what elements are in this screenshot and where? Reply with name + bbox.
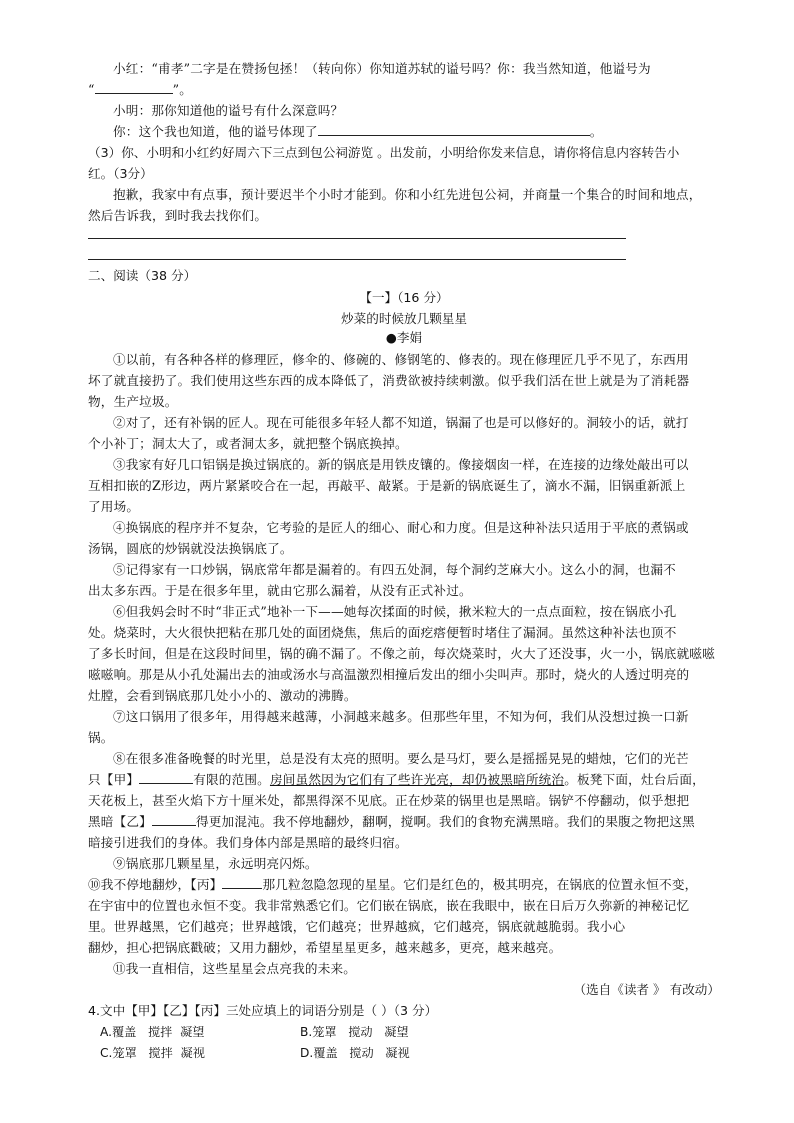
p10-line2: 在宇宙中的位置也永恒不变。我非常熟悉它们。它们嵌在锅底，嵌在我眼中，嵌在日后万久弥新的神秘记忆 xyxy=(88,898,690,913)
q3-message-line2: 然后告诉我，到时我去找你们。 xyxy=(88,208,268,223)
answer-blank-meaning[interactable] xyxy=(318,121,590,136)
open-quote: “ xyxy=(88,82,95,97)
p11: ⑪我一直相信，这些星星会点亮我的未来。 xyxy=(113,961,357,976)
answer-blank-posthumous-title[interactable] xyxy=(95,79,173,94)
close-quote: ”。 xyxy=(172,82,193,97)
answer-line-1[interactable] xyxy=(88,238,626,239)
passage-line: ③我家有好几口铝锅是换过锅底的。新的锅底是用铁皮镶的。像接烟囱一样，在连接的边缘处敲出可以 xyxy=(113,457,689,472)
passage-line: 了用场。 xyxy=(88,499,140,514)
reading-author: ●李娟 xyxy=(385,330,423,345)
passage-line: ⑤记得家有一口炒锅，锅底常年都是漏着的。有四五处洞，每个洞约芝麻大小。这么小的洞，也漏不 xyxy=(113,562,676,577)
p8-underlined-sentence: 房间虽然因为它们有了些许光亮，却仍被黑暗所统治 xyxy=(269,772,565,787)
passage-line: ①以前，有各种各样的修理匠，修伞的、修碗的、修钢笔的、修表的。现在修理匠几乎不见了，东西用 xyxy=(113,352,689,367)
p10-line1-suffix: 那几粒忽隐忽现的星星。它们是红色的，极其明亮，在锅底的位置永恒不变， xyxy=(262,877,698,892)
passage-line: ④换锅底的程序并不复杂，它考验的是匠人的细心、耐心和力度。但是这种补法只适用于平底的煮锅或 xyxy=(113,520,689,535)
p8-line5: 暗接引进我们的身体。我们身体内部是黑暗的最终归宿。 xyxy=(88,835,408,850)
reading-title: 炒菜的时候放几颗星星 xyxy=(341,311,467,326)
p8-blank-label-jia: 只【甲】 xyxy=(88,772,140,787)
p10-line4: 翻炒，担心把锅底戳破；又用力翻炒，希望星星更多，越来越多，更亮，越来越亮。 xyxy=(88,940,562,955)
passage-line: ⑦这口锅用了很多年，用得越来越薄，小洞越来越多。但那些年里，不知为何，我们从没想过换一口新 xyxy=(113,709,689,724)
fill-blank-yi[interactable] xyxy=(152,811,196,826)
option-b[interactable]: B.笼罩 搅动 凝望 xyxy=(300,1025,409,1039)
option-d[interactable]: D.覆盖 搅动 凝视 xyxy=(300,1046,410,1060)
passage-line: 物，生产垃圾。 xyxy=(88,394,178,409)
q3-message-line1: 抱歉，我家中有点事，预计要迟半个小时才能到。你和小红先进包公祠，并商量一个集合的时间和地点， xyxy=(113,187,702,202)
passage-line: 个小补丁；洞太大了，或者洞太多，就把整个锅底换掉。 xyxy=(88,436,408,451)
p10-line3: 里。世界越黑，它们越亮；世界越饿，它们越亮；世界越疯，它们越亮，锅底就越脆弱。我小心 xyxy=(88,919,626,934)
dialogue-you-line xyxy=(88,121,720,142)
passage-line: 互相扣嵌的Z形边，两片紧紧咬合在一起，再敲平、敲紧。于是新的锅底诞生了，滴水不漏，旧锅重新派上 xyxy=(88,478,686,493)
passage-line: ⑥但我妈会时不时“非正式”地补一下——她每次揉面的时候，揪米粒大的一点点面粒，按在锅底小孔 xyxy=(113,604,677,619)
you-line-prefix: 你：这个我也知道，他的谥号体现了 xyxy=(113,124,318,139)
section-heading: 二、阅读（38 分） xyxy=(88,268,197,283)
passage-line: ②对了，还有补锅的匠人。现在可能很多年轻人都不知道，锅漏了也是可以修好的。洞较小的话，就打 xyxy=(113,415,689,430)
part-label: 【一】（16 分） xyxy=(359,290,449,305)
p10-blank-label-bing: ⑩我不停地翻炒，【丙】 xyxy=(88,877,223,892)
source-note: （选自《读者 》 有改动） xyxy=(573,982,720,997)
passage-line: 汤锅，圆底的炒锅就没法换锅底了。 xyxy=(88,541,293,556)
fill-blank-jia[interactable] xyxy=(139,769,193,784)
p8-line4-suffix: 得更加混沌。我不停地翻炒，翻啊，搅啊。我们的食物充满黑暗。我们的果腹之物把这黑 xyxy=(195,814,695,829)
p9: ⑨锅底那几颗星星，永远明亮闪烁。 xyxy=(113,856,318,871)
dialogue-xiaoming-line: 小明：那你知道他的谥号有什么深意吗？ xyxy=(113,103,344,118)
p8-line3: 天花板上，甚至火焰下方十厘米处，都黑得深不见底。正在炒菜的锅里也是黑暗。锅铲不停翻动，似乎想把 xyxy=(88,793,690,808)
passage-line: 坏了就直接扔了。我们使用这些东西的成本降低了，消费欲被持续刺激。似乎我们活在世上就是为了消耗器 xyxy=(88,373,690,388)
p8-line2-tail: 。板凳下面，灶台后面， xyxy=(564,772,705,787)
q3-prompt-line2: 红。（3分） xyxy=(88,166,153,181)
passage-line: 嗞嗞响。那是从小孔处漏出去的油或汤水与高温激烈相撞后发出的细小尖叫声。那时，烧火的人透过明亮的 xyxy=(88,667,690,682)
fill-blank-bing[interactable] xyxy=(222,874,262,889)
p8-line2 xyxy=(88,769,720,790)
p8-blank-label-yi: 黑暗【乙】 xyxy=(88,814,152,829)
p8-line4 xyxy=(88,811,720,832)
passage-line: 了多长时间，但是在这段时间里，锅的确不漏了。不像之前，每次烧菜时，火大了还没事，火一小，锅底就嗞嗞 xyxy=(88,646,715,661)
passage-line: 处。烧菜时，大火很快把粘在那几处的面团烧焦，焦后的面疙瘩便暂时堵住了漏洞。虽然这种补法也顶不 xyxy=(88,625,677,640)
passage-line: 出太多东西。于是在很多年里，就由它那么漏着，从没有正式补过。 xyxy=(88,583,472,598)
question4-stem: 4.文中【甲】【乙】【丙】三处应填上的词语分别是（ ）（3 分） xyxy=(88,1003,438,1018)
passage-line: 锅。 xyxy=(88,730,114,745)
passage-line: 灶膛，会看到锅底那几处小小的、激动的沸腾。 xyxy=(88,688,357,703)
dialogue-xiaohong-line1: 小红：“甫孝”二字是在赞扬包拯！（转向你）你知道苏轼的谥号吗？你：我当然知道，他谥号为 xyxy=(113,61,651,76)
option-a[interactable]: A.覆盖 搅拌 凝望 xyxy=(100,1025,205,1039)
dialogue-xiaohong-line2 xyxy=(88,79,720,100)
p10-line1 xyxy=(88,874,720,895)
you-line-suffix: 。 xyxy=(589,124,603,139)
p8-line2-mid: 有限的范围。 xyxy=(193,772,270,787)
option-c[interactable]: C.笼罩 搅拌 凝视 xyxy=(100,1046,205,1060)
q3-prompt-line1: （3）你、小明和小红约好周六下三点到包公祠游览 。出发前，小明给你发来信息，请你将信息内容转告小 xyxy=(88,145,680,160)
answer-line-2[interactable] xyxy=(88,259,626,260)
p8-line1: ⑧在很多准备晚餐的时光里，总是没有太亮的照明。要么是马灯，要么是摇摇晃晃的蜡烛，它们的光芒 xyxy=(113,751,689,766)
